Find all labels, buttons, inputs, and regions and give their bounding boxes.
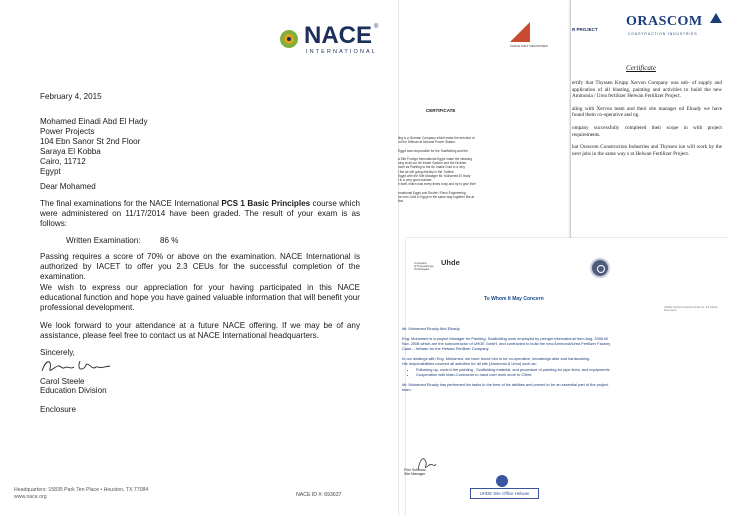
body-line: Egypt was responsible for the Scaffolding and the: [398, 148, 468, 153]
signer-name: Fritz Schwarz: [404, 468, 426, 472]
certificate-body: [398, 136, 478, 203]
signer-dept: Education Division: [40, 386, 107, 395]
logo-line: A company: [414, 262, 427, 265]
nace-logo: [276, 22, 380, 56]
logo-mark-icon: [510, 22, 530, 42]
signer: [404, 468, 426, 477]
course-name: PCS 1 Basic Principles: [221, 199, 311, 208]
address-line: Mohamed Einadi Abd El Hady: [40, 117, 148, 126]
uhde-letter: [402, 238, 729, 516]
globe-icon: [276, 28, 302, 50]
exam-text-a: The final examinations for the NACE International: [40, 199, 222, 208]
address-line: 104 Ebn Sanor St 2nd Floor: [40, 137, 141, 146]
uhde-name: Uhde: [441, 258, 460, 267]
certificate-title: CERTIFICATE: [426, 108, 456, 113]
logo-line: of ThyssenKrupp: [414, 265, 434, 268]
exam-text-b: course which were administered on 11/17/2014 have been graded. The result of your exam is as follows:: [40, 199, 360, 228]
body-line: ower as Painting to the Air Intake Duct in a very: [398, 165, 465, 170]
body-paragraph: Eng. Mohamed is a project Manager for Painting, Scaffolding work employed by peinger international from Aug. 2005 till Nov. 2008 which are the subcontractor of UHDE GmbH, and contracted to build the new Ammonia/Urea Fertilizer Factory Cairo – Helwan for the Helwan Fertilizer Company.: [402, 336, 611, 352]
body-line: ling is a German Company which make the erection of: [398, 136, 475, 140]
certificate-title: Certificate: [626, 64, 656, 72]
orascom-tagline: CONSTRUCTION INDUSTRIES: [628, 32, 698, 36]
greeting: Mr. Mohamed Elnady Abd Elhady.: [402, 326, 461, 331]
office-stamp: UHDE Site Office Helwan: [470, 488, 539, 499]
orascom-logo: [626, 14, 703, 30]
exam-label: Written Examination:: [66, 236, 141, 245]
body-line: he next Jobs in Egypt in the same way together like at: [398, 194, 475, 199]
triangle-icon: [710, 13, 722, 23]
body-line: ernational Egypt and Roofer / Reco Engineering: [398, 190, 466, 195]
page-edge: [570, 0, 571, 238]
body-line: Egypt with the Site Manager Mr. Mohamed El Hady: [398, 173, 471, 178]
body-line: t the air will going directly in the Turbine.: [398, 169, 455, 174]
footer-web: www.nace.org: [14, 494, 47, 500]
registered-mark: ®: [374, 24, 379, 30]
salutation: Dear Mohamed: [40, 182, 96, 191]
footer: [14, 487, 148, 501]
address-line: Cairo, 11712: [40, 157, 86, 166]
orascom-logo-word: ORASCOM: [626, 14, 703, 29]
exam-score: 86 %: [160, 236, 179, 245]
body-paragraph: ompany successfully completed their scope in with project requirements.: [572, 124, 722, 138]
body-line: tion.: [398, 199, 405, 204]
address-line: Saraya El Kobba: [40, 147, 101, 156]
letter-date: February 4, 2015: [40, 92, 102, 101]
nace-id: NACE ID #: 693637: [296, 492, 342, 498]
body-paragraph: In our dealings with Eng. Mohamed, we have found him to be co-operative, knowledge-able and hardworking.: [402, 356, 591, 362]
project-label: R PROJECT: [572, 27, 598, 32]
parent-company-logo: [414, 262, 434, 271]
address-line: Power Projects: [40, 127, 95, 136]
thyssenkrupp-badge-icon: [590, 258, 610, 278]
signature: [40, 357, 130, 375]
body-paragraph: Mr. Mohamed Elnady has performed his tasks to the best of his abilities and proved to be an essential part of the project team.: [402, 381, 609, 392]
closing-paragraph: We look forward to your attendance at a future NACE offering. If we may be of any assistance, please feel free to contact us at NACE International headquarters.: [40, 321, 360, 340]
list-item: • Cooperation with Main-Contractor to hand over work done to Client.: [416, 372, 612, 377]
responsibility-list: [416, 367, 612, 377]
passing-paragraph: Passing requires a score of 70% or above on the examination. NACE International is authorized by IACET to offer you 2.3 CEUs for the successful completion of the examination.: [40, 252, 360, 281]
body-paragraph: ertify that Thyssen Krupp Xervon Company was sub- of supply and application of all blasting, painting and activities to build the new Ammonia / Urea fertilizer Helwan Fertilizer Project.: [572, 80, 722, 100]
closing: Sincerely,: [40, 348, 75, 357]
body-line: e staff, which was every times busy and try to give their: [398, 182, 476, 187]
list-item: • Following up, control the painting , Scaffolding material, and procedure of painting for pipe lines, and equipments.: [416, 367, 612, 372]
nace-logo-sub: INTERNATIONAL: [306, 49, 377, 55]
body-line: nd the Diffuser at Nubaria Power Station.: [398, 140, 456, 145]
body-paragraph: hat Orascom Construction Industries and Thyssen ion will work by the next jobs in the same way s at Helwan Fertilizer Project.: [572, 144, 722, 157]
recipient-address: [40, 117, 360, 177]
letter-body: [402, 326, 612, 397]
exam-result: [66, 236, 386, 246]
enclosure: Enclosure: [40, 405, 76, 414]
body-paragraph: aling with Xervon team and their site manager nd Elnady we have found them co-operative and ng.: [572, 105, 722, 119]
letter-title: To Whom It May Concern: [484, 296, 544, 302]
body-line: ning at all our Air Intake System and the Diverter.: [398, 161, 468, 166]
certificate-body: [572, 80, 722, 163]
body-paragraph: His responsibilities covered all activities for all site (Ammonia & Urea) such as:: [402, 361, 537, 367]
stamp-logo-icon: [496, 475, 508, 487]
address-line: Egypt: [40, 167, 61, 176]
signer-name: Carol Steele: [40, 377, 85, 386]
body-line: t in a very good manner.: [398, 178, 433, 183]
exam-paragraph: [40, 199, 360, 229]
nace-logo-word: NACE: [304, 22, 373, 49]
logo-line: Technologies: [414, 268, 430, 271]
appreciation-paragraph: We wish to express our appreciation for your having participated in this NACE educational function and hope you have gained valuable information that will benefit your professional development.: [40, 283, 360, 312]
side-note: UHDE GmbH Friedrich-Uhde-Str. 15 44141 Dortmund: [664, 305, 718, 313]
footer-address: Headquarters: 15835 Park Ten Place • Houston, TX 77084: [14, 487, 149, 493]
company-logo: [510, 22, 550, 48]
body-line: a Site Foreign International Egypt make the cleaning: [398, 157, 473, 162]
signer-title: Site Manager: [404, 472, 426, 477]
orascom-certificate: [570, 0, 729, 238]
logo-caption: KARYE MALT INDUSTRIES: [510, 44, 548, 48]
